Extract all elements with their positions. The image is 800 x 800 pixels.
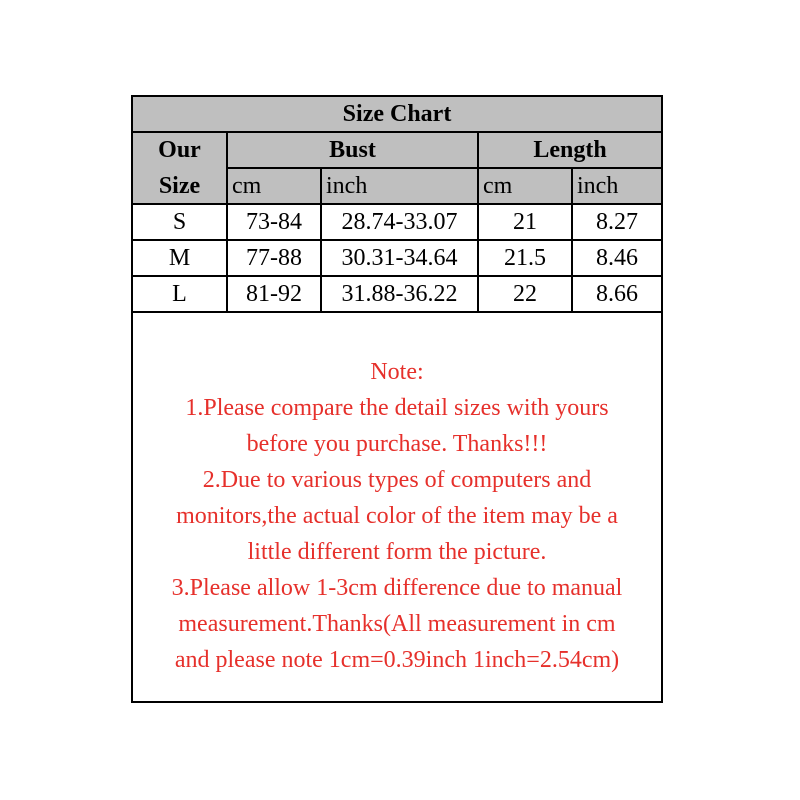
header-size-line2: Size [158,173,201,199]
length-cm-cell: 21.5 [504,245,546,271]
note-line: and please note 1cm=0.39inch 1inch=2.54cm) [174,647,620,673]
note-line: little different form the picture. [247,539,547,565]
note-line: before you purchase. Thanks!!! [246,431,548,457]
title-row [133,97,661,131]
chart-title: Size Chart [342,101,452,127]
size-cell: S [172,209,187,235]
note-line: 1.Please compare the detail sizes with yours [185,395,609,421]
note-line: 3.Please allow 1-3cm difference due to manual [171,575,623,601]
length-inch-cell: 8.46 [596,245,638,271]
bust-cm-cell: 73-84 [246,209,302,235]
note-line: measurement.Thanks(All measurement in cm [178,611,616,637]
header-bust-cm: cm [232,173,262,199]
length-cm-cell: 22 [513,281,537,307]
header-length-inch: inch [577,173,619,199]
table-row [133,277,661,311]
bust-cm-cell: 81-92 [246,281,302,307]
bust-inch-cell: 31.88-36.22 [341,281,458,307]
note-line: 2.Due to various types of computers and [202,467,592,493]
note-line: monitors,the actual color of the item may be a [176,503,618,529]
notes-block [133,314,661,701]
header-bust: Bust [329,137,376,163]
size-cell: L [172,281,187,307]
bust-inch-cell: 30.31-34.64 [341,245,458,271]
header-bust-inch: inch [326,173,368,199]
bust-inch-cell: 28.74-33.07 [341,209,458,235]
size-cell: M [168,245,191,271]
note-heading: Note: [370,359,424,385]
bust-cm-cell: 77-88 [246,245,302,271]
size-chart-sheet [131,95,663,703]
table-row [133,241,661,275]
table-row [133,205,661,239]
header-length: Length [533,137,607,163]
length-cm-cell: 21 [513,209,537,235]
length-inch-cell: 8.27 [596,209,638,235]
length-inch-cell: 8.66 [596,281,638,307]
header-size-line1: Our [158,137,201,163]
header-length-cm: cm [483,173,513,199]
